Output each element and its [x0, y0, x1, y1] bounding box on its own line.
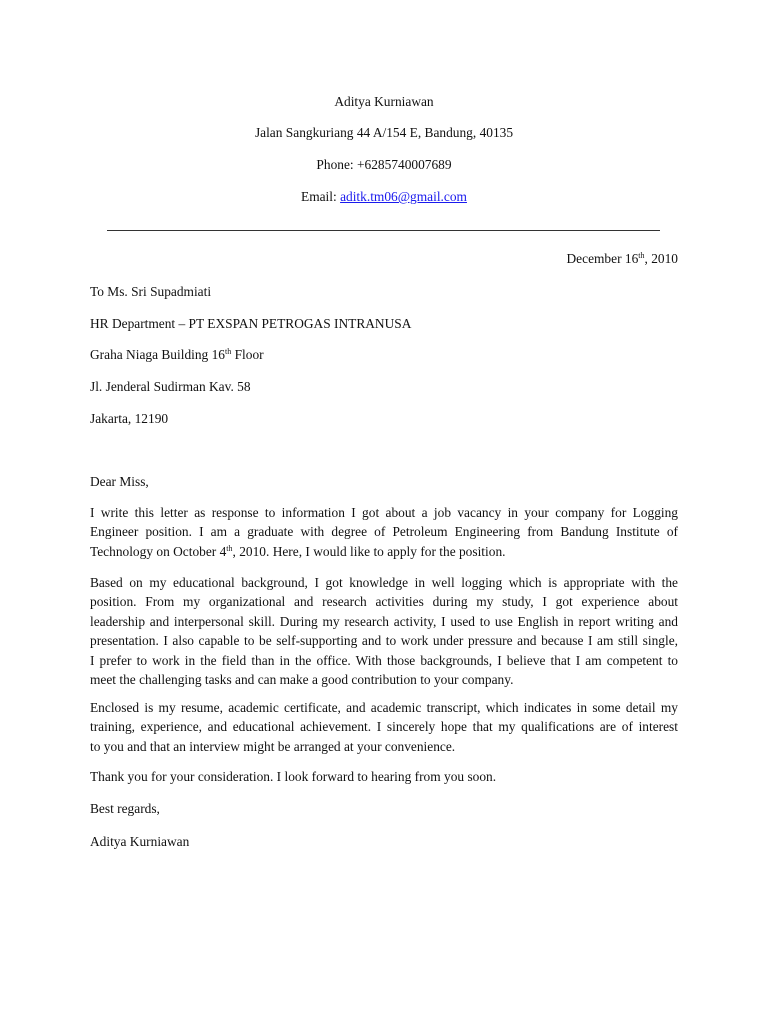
paragraph-3 [90, 698, 678, 756]
recipient-city: Jakarta, 12190 [90, 411, 169, 426]
date-ordinal: th [638, 251, 645, 260]
recipient-department: HR Department – PT EXSPAN PETROGAS INTRANUSA [90, 316, 412, 331]
paragraph-1-line3-prefix: Technology on October 4 [90, 543, 227, 559]
paragraph-1-line: I write this letter as response to information I got about a job vacancy in your company for Logging [90, 505, 678, 520]
paragraph-4: Thank you for your consideration. I look forward to hearing from you soon. [90, 769, 497, 784]
paragraph-1-line: Engineer position. I am a graduate with degree of Petroleum Engineering from Bandung Institute of [90, 524, 678, 540]
paragraph-1 [90, 503, 678, 561]
paragraph-2-line: presentation. I also capable to be self-supporting and to work under pressure and because I am still single, [90, 633, 678, 649]
building-prefix: Graha Niaga Building 16 [90, 347, 225, 362]
paragraph-1-line3-suffix: , 2010. Here, I would like to apply for the position. [232, 543, 506, 559]
sender-address: Jalan Sangkuriang 44 A/154 E, Bandung, 40135 [254, 125, 514, 140]
sender-phone: Phone: +6285740007689 [316, 157, 452, 172]
date-suffix: , 2010 [644, 251, 678, 266]
recipient-name: To Ms. Sri Supadmiati [90, 284, 212, 299]
building-ordinal: th [225, 347, 232, 356]
paragraph-2 [90, 573, 678, 689]
recipient-building [90, 347, 264, 363]
sender-name: Aditya Kurniawan [334, 94, 434, 109]
recipient-street: Jl. Jenderal Sudirman Kav. 58 [90, 379, 251, 394]
closing: Best regards, [90, 801, 160, 816]
paragraph-2-line: I prefer to work in the field than in the office. With those backgrounds, I believe that I am competent to [90, 652, 678, 668]
paragraph-2-line: Based on my educational background, I got knowledge in well logging which is appropriate with the [90, 575, 678, 590]
signature: Aditya Kurniawan [90, 834, 190, 849]
paragraph-1-line [90, 542, 678, 561]
paragraph-2-line: position. From my organizational and research activities during my study, I got experience about [90, 594, 678, 610]
salutation: Dear Miss, [90, 474, 149, 489]
sender-email-line [0, 189, 768, 205]
paragraph-2-line: meet the challenging tasks and can make a good contribution to your company. [90, 672, 514, 688]
paragraph-3-line: to you and that an interview might be arranged at your convenience. [90, 738, 456, 754]
date-prefix: December 16 [566, 251, 639, 266]
letter-date [567, 251, 678, 267]
paragraph-2-line: leadership and interpersonal skill. During my research activity, I used to use English in report writing and [90, 613, 678, 629]
paragraph-3-line: Enclosed is my resume, academic certificate, and academic transcript, which indicates in some detail my [90, 700, 678, 715]
header-divider [107, 230, 660, 231]
building-suffix: Floor [231, 347, 264, 362]
sender-email-link[interactable]: aditk.tm06@gmail.com [340, 189, 467, 204]
paragraph-3-line: training, experience, and educational achievement. I sincerely hope that my qualifications are of interest [90, 719, 678, 735]
paragraph-1-ordinal: th [226, 543, 233, 553]
sender-email-label: Email: [301, 189, 341, 204]
